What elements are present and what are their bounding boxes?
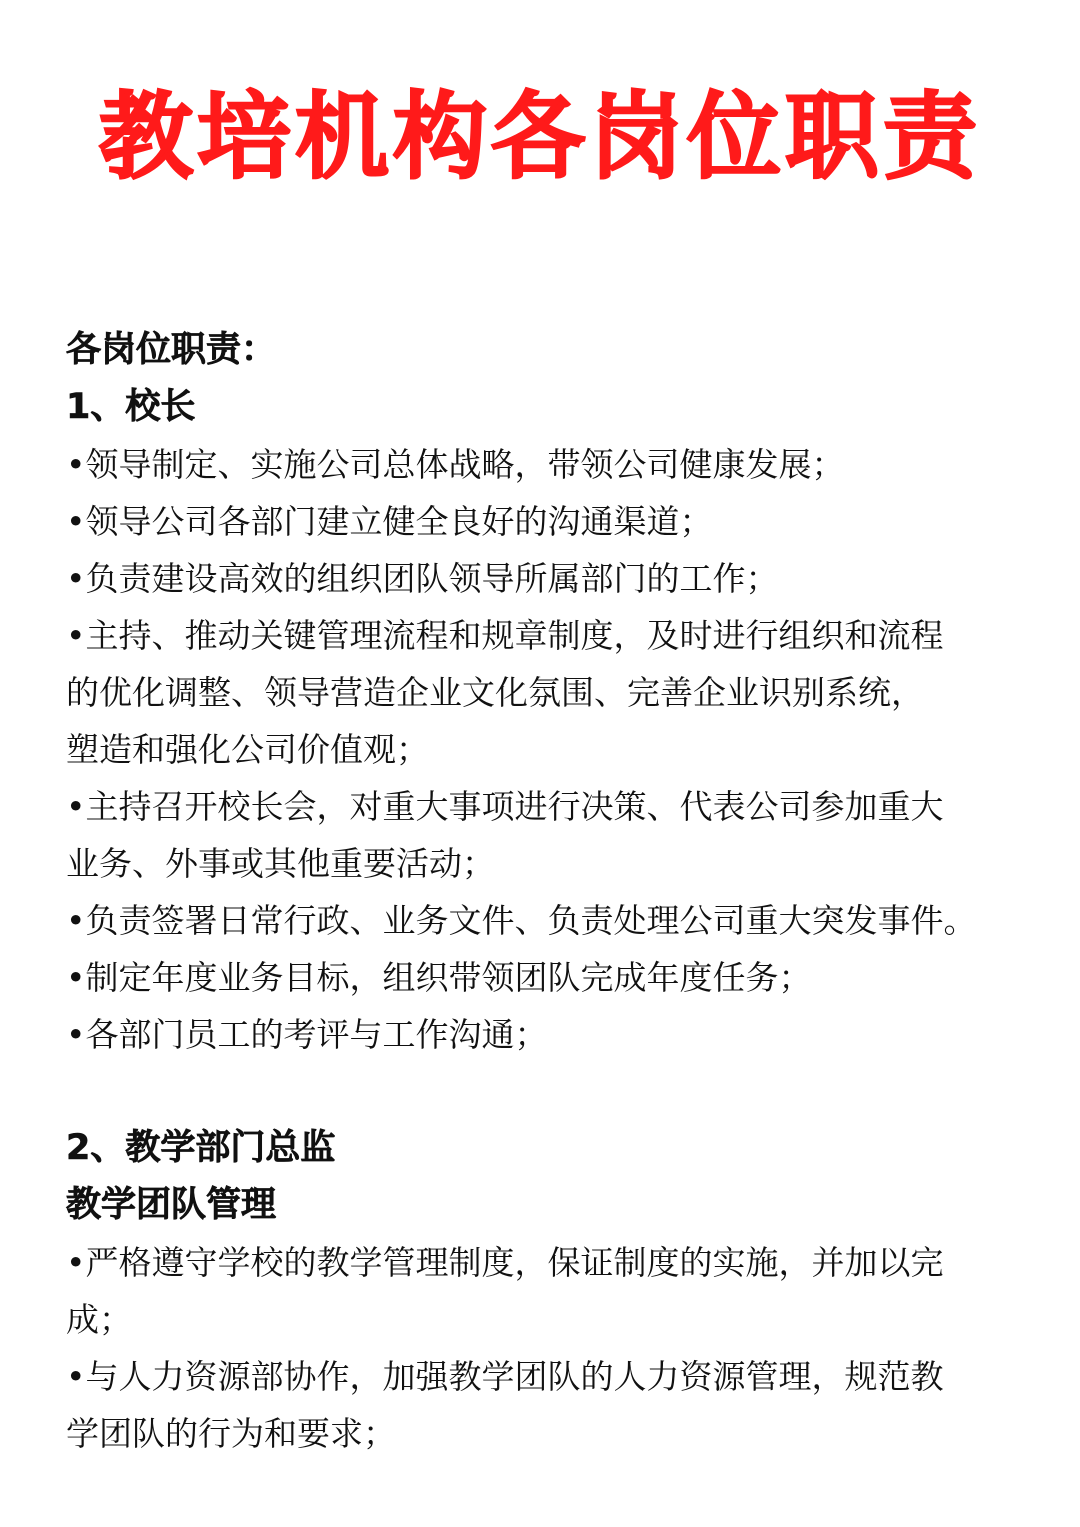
list-item: •主持召开校长会，对重大事项进行决策、代表公司参加重大	[66, 787, 944, 826]
list-item: 业务、外事或其他重要活动；	[66, 844, 495, 883]
list-item: •负责建设高效的组织团队领导所属部门的工作；	[66, 559, 779, 598]
list-item: 的优化调整、领导营造企业文化氛围、完善企业识别系统，	[66, 673, 924, 712]
document-body	[66, 322, 1026, 1462]
section-2-heading: 2、教学部门总监	[66, 1128, 336, 1168]
section-1-heading: 1、校长	[66, 387, 196, 427]
list-item: •负责签署日常行政、业务文件、负责处理公司重大突发事件。	[66, 901, 977, 940]
list-item: 学团队的行为和要求；	[66, 1414, 396, 1453]
list-item: 塑造和强化公司价值观；	[66, 730, 429, 769]
list-item: •与人力资源部协作，加强教学团队的人力资源管理，规范教	[66, 1357, 944, 1396]
section-spacer	[66, 1063, 1026, 1120]
list-item: •领导公司各部门建立健全良好的沟通渠道；	[66, 502, 713, 541]
section-2-subheading: 教学团队管理	[66, 1185, 277, 1225]
list-item: •领导制定、实施公司总体战略，带领公司健康发展；	[66, 445, 845, 484]
page-title: 教培机构各岗位职责	[98, 83, 981, 192]
list-item: •严格遵守学校的教学管理制度，保证制度的实施，并加以完	[66, 1243, 944, 1282]
intro-heading: 各岗位职责：	[66, 330, 277, 370]
list-item: •主持、推动关键管理流程和规章制度，及时进行组织和流程	[66, 616, 944, 655]
list-item: •各部门员工的考评与工作沟通；	[66, 1015, 548, 1054]
list-item: 成；	[66, 1300, 132, 1339]
list-item: •制定年度业务目标，组织带领团队完成年度任务；	[66, 958, 812, 997]
